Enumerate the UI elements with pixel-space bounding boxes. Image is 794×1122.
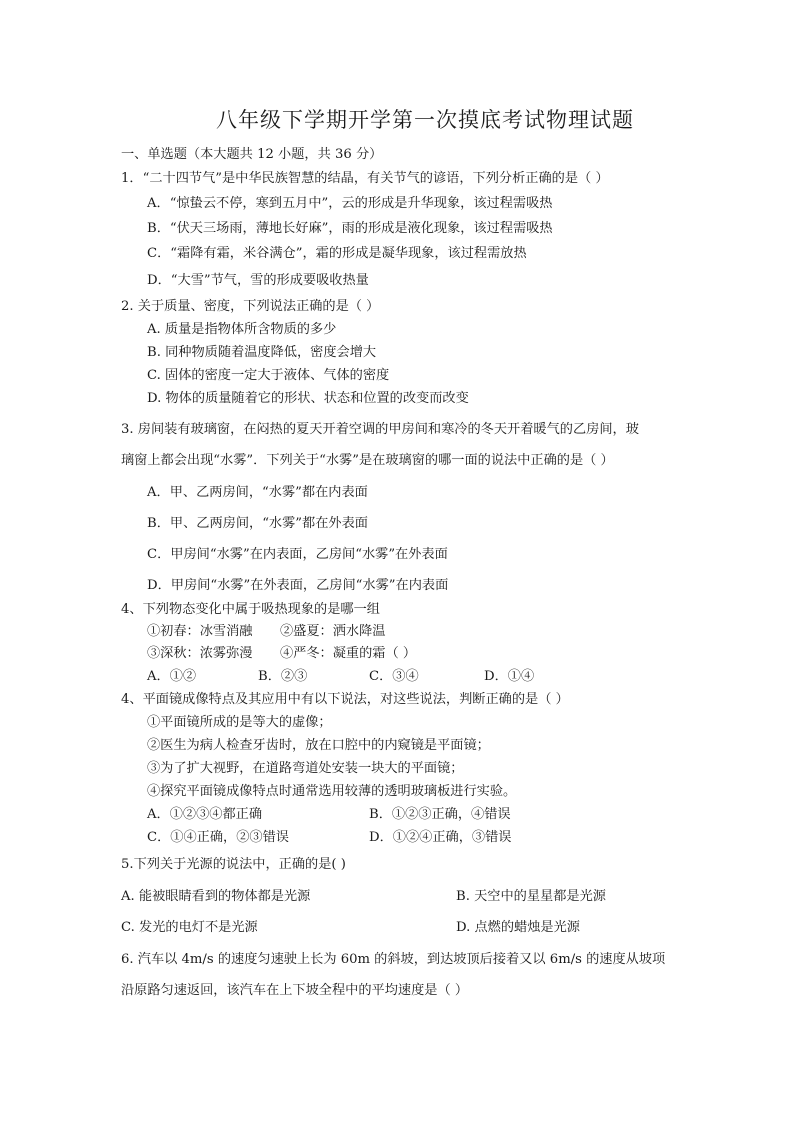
question-1-option-d: D．“大雪”节气，雪的形成要吸收热量	[147, 273, 369, 288]
section-heading: 一、单选题（本大题共 12 小题，共 36 分）	[121, 147, 383, 162]
question-5-option-c: C. 发光的电灯不是光源	[121, 920, 258, 935]
question-3-option-b: B．甲、乙两房间，“水雾”都在外表面	[147, 516, 368, 531]
question-4b-option-b: B．①②③正确，④错误	[369, 807, 511, 822]
question-5-option-a: A. 能被眼睛看到的物体都是光源	[121, 889, 311, 904]
question-2-option-b: B. 同种物质随着温度降低，密度会增大	[147, 345, 377, 360]
question-6-stem-line-2: 沿原路匀速返回，该汽车在上下坡全程中的平均速度是（ ）	[121, 983, 469, 998]
question-2-option-d: D. 物体的质量随着它的形状、状态和位置的改变而改变	[147, 391, 469, 406]
question-3-option-d: D．甲房间“水雾”在外表面，乙房间“水雾”在内表面	[147, 578, 449, 593]
exam-title: 八年级下学期开学第一次摸底考试物理试题	[216, 108, 634, 132]
question-2-option-a: A. 质量是指物体所含物质的多少	[147, 322, 337, 337]
question-3-option-a: A．甲、乙两房间，“水雾”都在内表面	[147, 485, 368, 500]
question-4a-option-d: D．①④	[484, 669, 535, 684]
question-3-stem-line-2: 璃窗上都会出现“水雾”．下列关于“水雾”是在玻璃窗的哪一面的说法中正确的是（ ）	[121, 453, 614, 468]
question-1-option-b: B．“伏天三场雨，薄地长好麻”，雨的形成是液化现象，该过程需吸热	[147, 221, 553, 236]
question-4a-option-a: A．①②	[147, 669, 197, 684]
question-6-stem-line-1: 6. 汽车以 4m/s 的速度匀速驶上长为 60m 的斜坡，到达坡顶后接着又以 6m/s 的速度从坡项	[121, 952, 666, 967]
question-2-stem: 2. 关于质量、密度，下列说法正确的是（ ）	[121, 299, 380, 314]
question-4a-stem: 4、下列物态变化中属于吸热现象的是哪一组	[121, 602, 380, 617]
question-3-option-c: C．甲房间“水雾”在内表面，乙房间“水雾”在外表面	[147, 547, 448, 562]
question-4a-item-4: ④严冬：凝重的霜（ ）	[280, 646, 417, 661]
question-4a-item-2: ②盛夏：洒水降温	[280, 624, 386, 639]
question-4a-item-3: ③深秋：浓雾弥漫	[147, 646, 253, 661]
question-4b-option-a: A．①②③④都正确	[147, 807, 263, 822]
question-4b-statement-4: ④探究平面镜成像特点时通常选用较薄的透明玻璃板进行实验。	[147, 784, 517, 799]
question-4b-option-c: C．①④正确，②③错误	[147, 830, 289, 845]
question-4b-option-d: D．①②④正确，③错误	[369, 830, 512, 845]
question-3-stem-line-1: 3. 房间装有玻璃窗，在闷热的夏天开着空调的甲房间和寒冷的冬天开着暖气的乙房间，玻	[121, 422, 639, 437]
question-4a-item-1: ①初春：冰雪消融	[147, 624, 253, 639]
question-1-option-c: C．“霜降有霜，米谷满仓”，霜的形成是凝华现象，该过程需放热	[147, 246, 527, 261]
question-5-option-b: B. 天空中的星星都是光源	[456, 889, 606, 904]
question-5-stem: 5.下列关于光源的说法中，正确的是( )	[121, 857, 346, 872]
question-1-stem: 1．“二十四节气”是中华民族智慧的结晶，有关节气的谚语，下列分析正确的是（ ）	[121, 171, 609, 186]
question-2-option-c: C. 固体的密度一定大于液体、气体的密度	[147, 368, 390, 383]
question-5-option-d: D. 点燃的蜡烛是光源	[456, 920, 580, 935]
question-1-option-a: A．“惊蛰云不停，寒到五月中”，云的形成是升华现象，该过程需吸热	[147, 196, 553, 211]
question-4a-option-c: C．③④	[369, 669, 419, 684]
question-4b-statement-2: ②医生为病人检查牙齿时，放在口腔中的内窥镜是平面镜；	[147, 738, 490, 753]
question-4b-statement-1: ①平面镜所成的是等大的虚像；	[147, 715, 332, 730]
question-4a-option-b: B．②③	[258, 669, 308, 684]
question-4b-statement-3: ③为了扩大视野，在道路弯道处安装一块大的平面镜；	[147, 761, 464, 776]
question-4b-stem: 4、平面镜成像特点及其应用中有以下说法，对这些说法，判断正确的是（ ）	[121, 692, 569, 707]
